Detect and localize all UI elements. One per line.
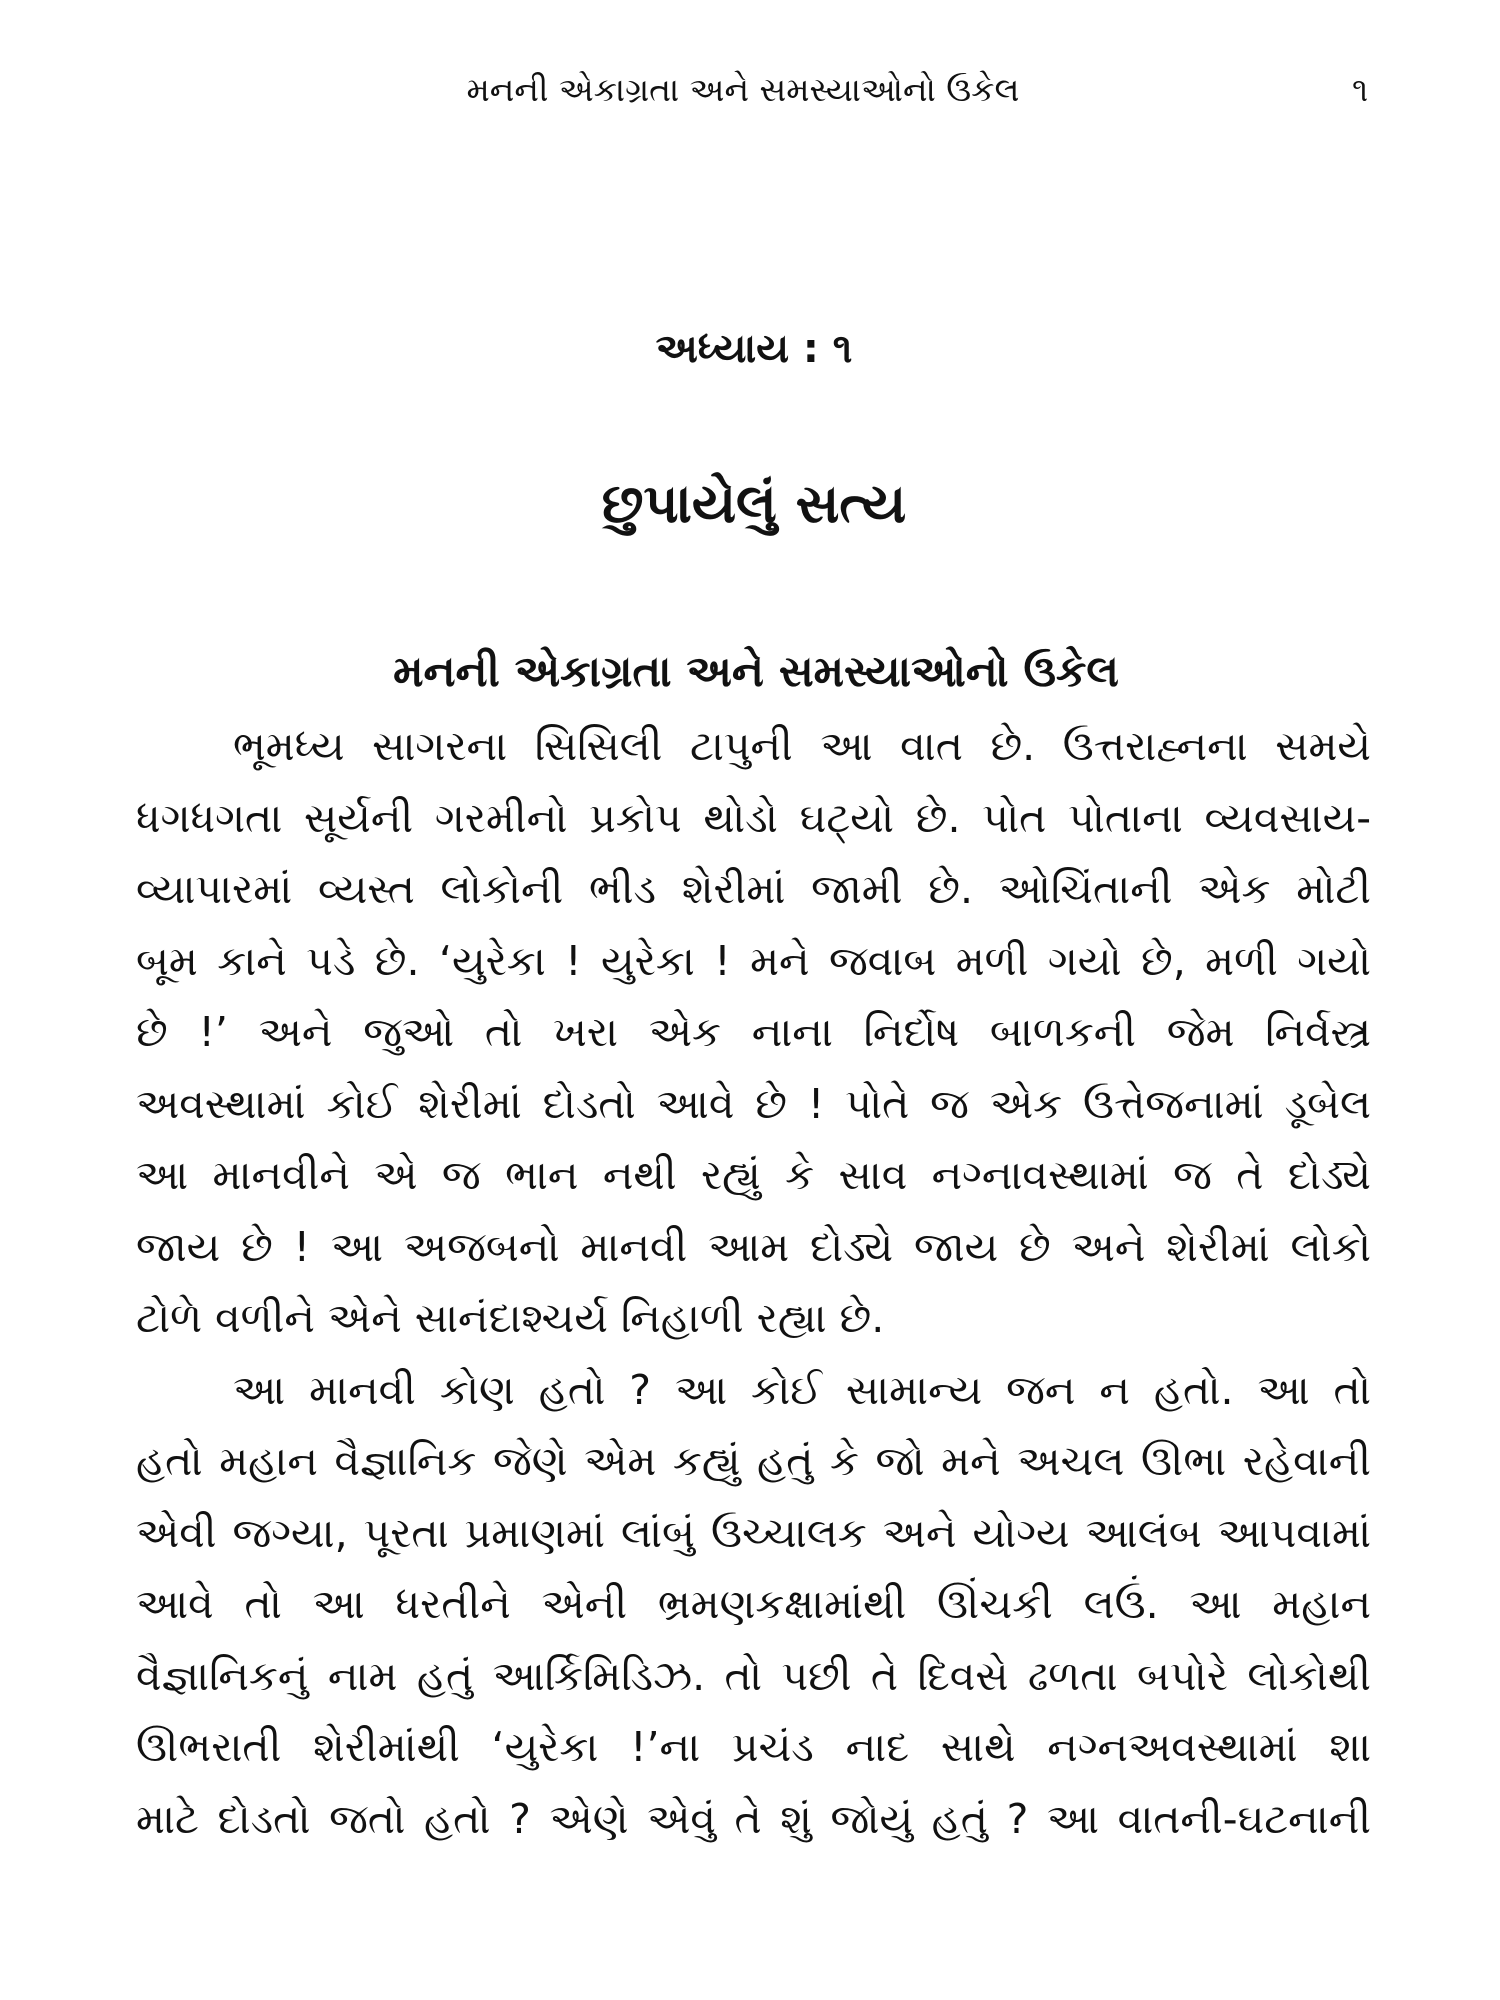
running-head	[0, 68, 1500, 112]
chapter-label: અધ્યાય : ૧	[655, 326, 853, 372]
paragraph-line: છે !’ અને જુઓ તો ખરા એક નાના નિર્દોષ બાળકની જેમ નિર્વસ્ત્ર	[136, 1008, 1371, 1056]
paragraph-line: હતો મહાન વૈજ્ઞાનિક જેણે એમ કહ્યું હતું કે જો મને અચલ ઊભા રહેવાની	[136, 1437, 1371, 1485]
paragraph-line: જાય છે ! આ અજબનો માનવી આમ દોડ્યે જાય છે અને શેરીમાં લોકો	[136, 1222, 1371, 1271]
body-text	[136, 711, 1371, 1855]
chapter-subtitle: મનની એકાગ્રતા અને સમસ્યાઓનો ઉકેલ	[393, 647, 1119, 697]
paragraph-line: આ માનવીને એ જ ભાન નથી રહ્યું કે સાવ નગ્નાવસ્થામાં જ તે દોડ્યે	[136, 1151, 1371, 1199]
paragraph-line: ભૂમધ્ય સાગરના સિસિલી ટાપુની આ વાત છે. ઉત્તરાહ્નના સમયે	[233, 722, 1371, 770]
running-head-title: મનની એકાગ્રતા અને સમસ્યાઓનો ઉકેલ	[466, 70, 1020, 109]
paragraph-line: વ્યાપારમાં વ્યસ્ત લોકોની ભીડ શેરીમાં જામી છે. ઓચિંતાની એક મોટી	[136, 865, 1371, 913]
paragraph-line: ધગધગતા સૂર્યની ગરમીનો પ્રકોપ થોડો ઘટ્યો છે. પોત પોતાના વ્યવસાય-	[136, 793, 1371, 842]
chapter-title: છુપાયેલું સત્ય	[601, 472, 907, 535]
paragraph-line: આવે તો આ ધરતીને એની ભ્રમણકક્ષામાંથી ઊંચકી લઉં. આ મહાન	[136, 1580, 1371, 1628]
paragraph-line: અવસ્થામાં કોઈ શેરીમાં દોડતો આવે છે ! પોતે જ એક ઉત્તેજનામાં ડૂબેલ	[136, 1079, 1371, 1128]
paragraph-line: બૂમ કાને પડે છે. ‘યુરેકા ! યુરેકા ! મને જવાબ મળી ગયો છે, મળી ગયો	[136, 936, 1371, 985]
paragraph-line: આ માનવી કોણ હતો ? આ કોઈ સામાન્ય જન ન હતો. આ તો	[233, 1365, 1371, 1414]
page-number: ૧	[1352, 70, 1369, 109]
paragraph-line: ટોળે વળીને એને સાનંદાશ્ચર્ય નિહાળી રહ્યા છે.	[136, 1294, 885, 1342]
paragraph-line: વૈજ્ઞાનિકનું નામ હતું આર્કિમિડિઝ. તો પછી તે દિવસે ઢળતા બપોરે લોકોથી	[136, 1651, 1371, 1700]
paragraph-line: એવી જગ્યા, પૂરતા પ્રમાણમાં લાંબું ઉચ્ચાલક અને યોગ્ય આલંબ આપવામાં	[136, 1508, 1371, 1557]
paragraph-line: માટે દોડતો જતો હતો ? એણે એવું તે શું જોયું હતું ? આ વાતની-ઘટનાની	[136, 1794, 1371, 1843]
paragraph-line: ઊભરાતી શેરીમાંથી ‘યુરેકા !’ના પ્રચંડ નાદ સાથે નગ્નઅવસ્થામાં શા	[136, 1723, 1371, 1771]
